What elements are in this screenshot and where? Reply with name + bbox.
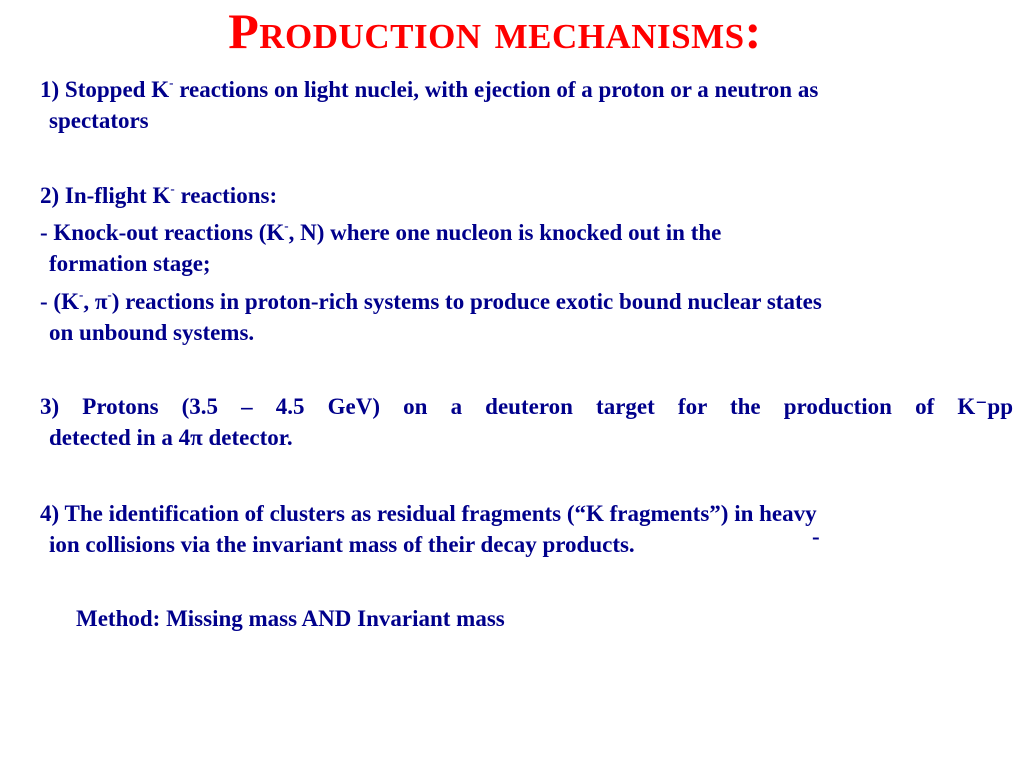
method-line: Method: Missing mass AND Invariant mass: [76, 606, 505, 631]
item3-continuation: detected in a 4π detector.: [49, 425, 293, 450]
item-knock-out-reactions: [40, 217, 1013, 279]
item1-text-rest: reactions on light nuclei, with ejection of a proton or a neutron as: [173, 77, 819, 102]
item2b-text: - (K: [40, 289, 79, 314]
item3-line1: 3) Protons (3.5 – 4.5 GeV) on a deuteron target for the production of K⁻pp: [40, 394, 1013, 419]
item-protons-deuteron: [40, 391, 1013, 453]
item2-superscript: -: [170, 181, 175, 196]
item4-continuation: ion collisions via the invariant mass of their decay products.: [49, 532, 635, 557]
item2a-text: - Knock-out reactions (K: [40, 220, 285, 245]
item2b-continuation: on unbound systems.: [49, 320, 255, 345]
item4-line1: 4) The identification of clusters as residual fragments (“K fragments”) in heavy: [40, 501, 817, 526]
item-in-flight-k-reactions: [40, 180, 1013, 211]
item2a-text-rest: , N) where one nucleon is knocked out in the: [288, 220, 722, 245]
item2b-superscript-pi: -: [107, 287, 112, 302]
item2a-superscript: -: [284, 218, 289, 233]
item-k-pi-reactions: [40, 286, 1013, 348]
item2-text: 2) In-flight K: [40, 183, 171, 208]
item-identification-clusters: [40, 498, 1013, 560]
item1-text: 1) Stopped K: [40, 77, 170, 102]
item2-text-rest: reactions:: [174, 183, 278, 208]
item2b-superscript-k: -: [78, 287, 84, 302]
stray-dash-mark: -: [812, 524, 820, 549]
item1-superscript: -: [169, 75, 174, 90]
item-stopped-k-reactions: [40, 74, 1013, 136]
item1-continuation: spectators: [49, 108, 149, 133]
item2a-continuation: formation stage;: [49, 251, 211, 276]
item2b-text-rest: ) reactions in proton-rich systems to produce exotic bound nuclear states: [111, 289, 822, 314]
slide-title: Production mechanisms:: [228, 3, 762, 59]
item2b-text-pi: , π: [83, 289, 108, 314]
